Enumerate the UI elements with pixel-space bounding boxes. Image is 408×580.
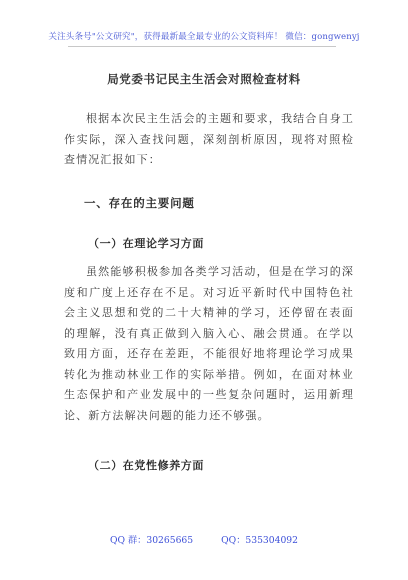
footer-qq-group: QQ 群：30265665 [110, 535, 194, 546]
footer-qq: QQ：535304092 [221, 535, 298, 546]
header-divider [68, 46, 336, 47]
section-heading: 一、存在的主要问题 [84, 196, 195, 210]
footer-contact [0, 532, 408, 546]
document-title: 局党委书记民主生活会对照检查材料 [107, 71, 301, 86]
subsection-heading-party-spirit: （二）在党性修养方面 [88, 459, 204, 472]
subsection-heading-theory: （一）在理论学习方面 [88, 237, 204, 250]
theory-paragraph: 虽然能够积极参加各类学习活动，但是在学习的深度和广度上还存在不足。对习近平新时代中国特色社会主义思想和党的二十大精神的学习，还停留在表面的理解，没有真正做到入脑入心、融会贯通。在学以致用方面，还存在差距，不能很好地将理论学习成果转化为推动林业工作的实际举措。例如，在面对林业生态保护和产业发展中的一些复杂问题时，运用新理论、新方法解决问题的能力还不够强。 [64, 265, 354, 422]
header-banner: 关注头条号"公文研究"，获得最新最全最专业的公文资料库！ 微信：gongwenyj [48, 32, 360, 42]
intro-paragraph: 根据本次民主生活会的主题和要求，我结合自身工作实际，深入查找问题，深刻剖析原因，现将对照检查情况汇报如下： [64, 112, 354, 166]
